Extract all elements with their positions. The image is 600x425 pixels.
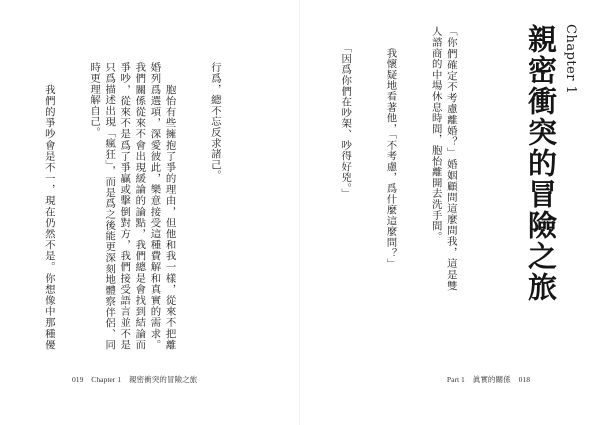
right-page [300,0,600,425]
right-paragraph-3: 「因爲你們在吵架、吵得好兇。」 [339,26,352,200]
left-paragraph-3: 我們的爭吵會是不一，現在仍然不是。你想像中那種優 [42,84,55,350]
left-page-number: 019 [72,375,84,384]
chapter-heading [518,24,578,384]
right-page-body [338,26,488,291]
left-footer-chapter-title: 親密衝突的冒險之旅 [128,375,198,384]
right-page-footer [447,374,536,385]
left-page-body [40,62,252,350]
right-paragraph-2: 我懷疑地看著他，「不考慮，爲什麼這麼問？」 [384,26,397,270]
chapter-label: Chapter 1 [563,24,578,95]
right-footer-part: Part 1 [446,375,465,384]
right-footer-part-title: 眞實的關係 [472,375,511,384]
left-footer-chapter: Chapter 1 [91,375,122,384]
left-paragraph-2: 胞怡有些擁抱了爭的理由，但他和我一樣，從來不把離婚列爲選項，深愛彼此，樂意接受這種費解和真實的需求。我們關係從來不會出現緩論的論點，我們總是會找到結論而爭吵，從來不是爲了爭贏或擊倒對方，我們接受語言並不是只爲描述出現「瘋狂」，而是爲之後能更深刻地體察伴侶、同時更理解自己。 [88,62,176,350]
right-page-number: 018 [518,375,530,384]
chapter-title: 親密衝突的冒險之旅 [524,24,558,303]
left-paragraph-1: 行爲，總不忘反求諸己。 [208,62,221,181]
right-paragraph-1: 「你們確定不考慮離婚？」婚姻顧問這麼問我，這是雙人諮商的中場休息時間，胞怡離開去洗手間。 [429,26,457,291]
left-page-footer [72,374,203,385]
